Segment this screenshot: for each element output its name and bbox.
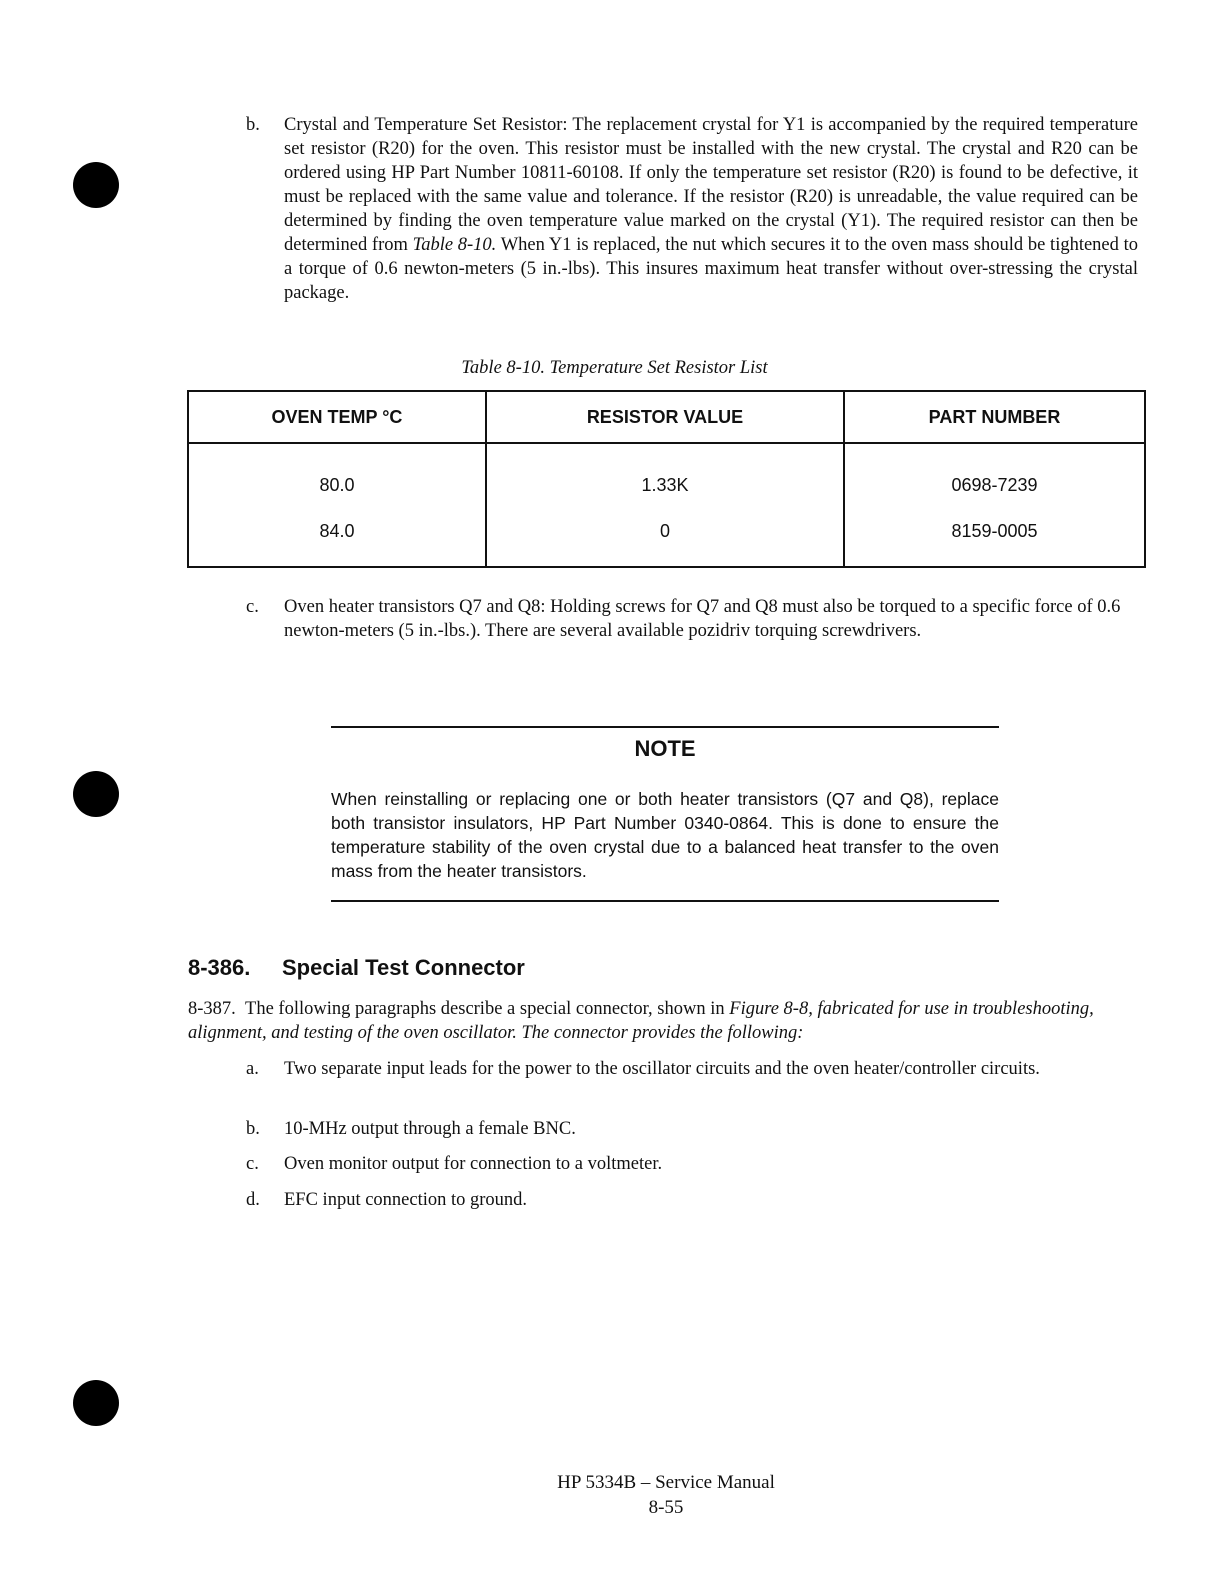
header-part-number: PART NUMBER (844, 391, 1145, 443)
item-b-text-part2: When Y1 is replaced, the nut which secures it to the oven mass should be tightened to a torque of 0.6 newton-meters (5 in.-lbs). This insures maximum heat transfer without over-stressing the crystal package. (284, 235, 1138, 303)
binder-hole-bottom (73, 1380, 119, 1426)
note-body: When reinstalling or replacing one or both heater transistors (Q7 and Q8), replace both transistor insulators, HP Part Number 0340-0864. This is done to ensure the temperature stability of the oven crystal due to a balanced heat transfer to the oven mass from the heater transistors. (331, 789, 999, 881)
section-number: 8-386. (188, 955, 251, 980)
list-item-text: Two separate input leads for the power to the oscillator circuits and the oven heater/controller circuits. (284, 1059, 1040, 1079)
section-heading (188, 955, 525, 981)
paragraph-italic: Figure 8-8, fabricated for use in troubleshooting, alignment, and testing of the oven oscillator. The connector provides the following: (188, 999, 1094, 1043)
list-item-label: b. (246, 1119, 260, 1139)
binder-hole-top (73, 162, 119, 208)
list-item-text: 10-MHz output through a female BNC. (284, 1119, 576, 1139)
footer-manual-title: HP 5334B – Service Manual (557, 1472, 775, 1493)
item-b-text (284, 113, 1138, 305)
note-top-rule (331, 726, 999, 728)
item-c-label: c. (246, 597, 259, 617)
table-row (188, 443, 1145, 519)
table-caption: Table 8-10. Temperature Set Resistor List (461, 358, 768, 378)
item-b-table-ref: Table 8-10. (412, 235, 497, 255)
header-resistor-value: RESISTOR VALUE (486, 391, 844, 443)
note-bottom-rule (331, 900, 999, 902)
list-item (246, 1057, 1138, 1081)
item-b-text-part1: Crystal and Temperature Set Resistor: The replacement crystal for Y1 is accompanied by the required temperature set resistor (R20) for the oven. This resistor must be installed with the new crystal. The crystal and R20 can be ordered using HP Part Number 10811-60108. If only the temperature set resistor (R20) is found to be defective, it must be replaced with the same value and tolerance. If the resistor (R20) is unreadable, the value required can be determined by finding the oven temperature value marked on the crystal (Y1). The required resistor can then be determined from (284, 115, 1138, 255)
cell-oven-temp: 84.0 (188, 519, 486, 567)
cell-part-number: 0698-7239 (844, 443, 1145, 519)
list-item-text: EFC input connection to ground. (284, 1190, 528, 1210)
table-header-row (188, 391, 1145, 443)
paragraph-text: The following paragraphs describe a special connector, shown in (245, 999, 730, 1019)
temperature-set-resistor-table (187, 390, 1146, 568)
list-item (246, 1152, 1138, 1176)
paragraph-8-387 (188, 997, 1138, 1045)
list-item-label: d. (246, 1190, 260, 1210)
table-row (188, 519, 1145, 567)
list-item-label: a. (246, 1059, 259, 1079)
item-b-label: b. (246, 115, 260, 135)
header-oven-temp: OVEN TEMP °C (188, 391, 486, 443)
cell-resistor-value: 1.33K (486, 443, 844, 519)
cell-resistor-value: 0 (486, 519, 844, 567)
item-c-text: Oven heater transistors Q7 and Q8: Holding screws for Q7 and Q8 must also be torqued to a specific force of 0.6 newton-meters (5 in.-lbs.). There are several available pozidriv torquing screwdrivers. (284, 597, 1121, 641)
paragraph-number: 8-387. (188, 999, 236, 1019)
list-item-label: c. (246, 1154, 259, 1174)
section-title: Special Test Connector (282, 955, 525, 980)
cell-oven-temp: 80.0 (188, 443, 486, 519)
list-item (246, 1188, 1138, 1212)
binder-hole-middle (73, 771, 119, 817)
list-item-text: Oven monitor output for connection to a voltmeter. (284, 1154, 663, 1174)
item-c (246, 595, 1138, 643)
footer-page-number: 8-55 (648, 1497, 684, 1518)
list-item (246, 1117, 1138, 1141)
cell-part-number: 8159-0005 (844, 519, 1145, 567)
item-b (246, 113, 1138, 305)
note-title: NOTE (634, 736, 696, 761)
